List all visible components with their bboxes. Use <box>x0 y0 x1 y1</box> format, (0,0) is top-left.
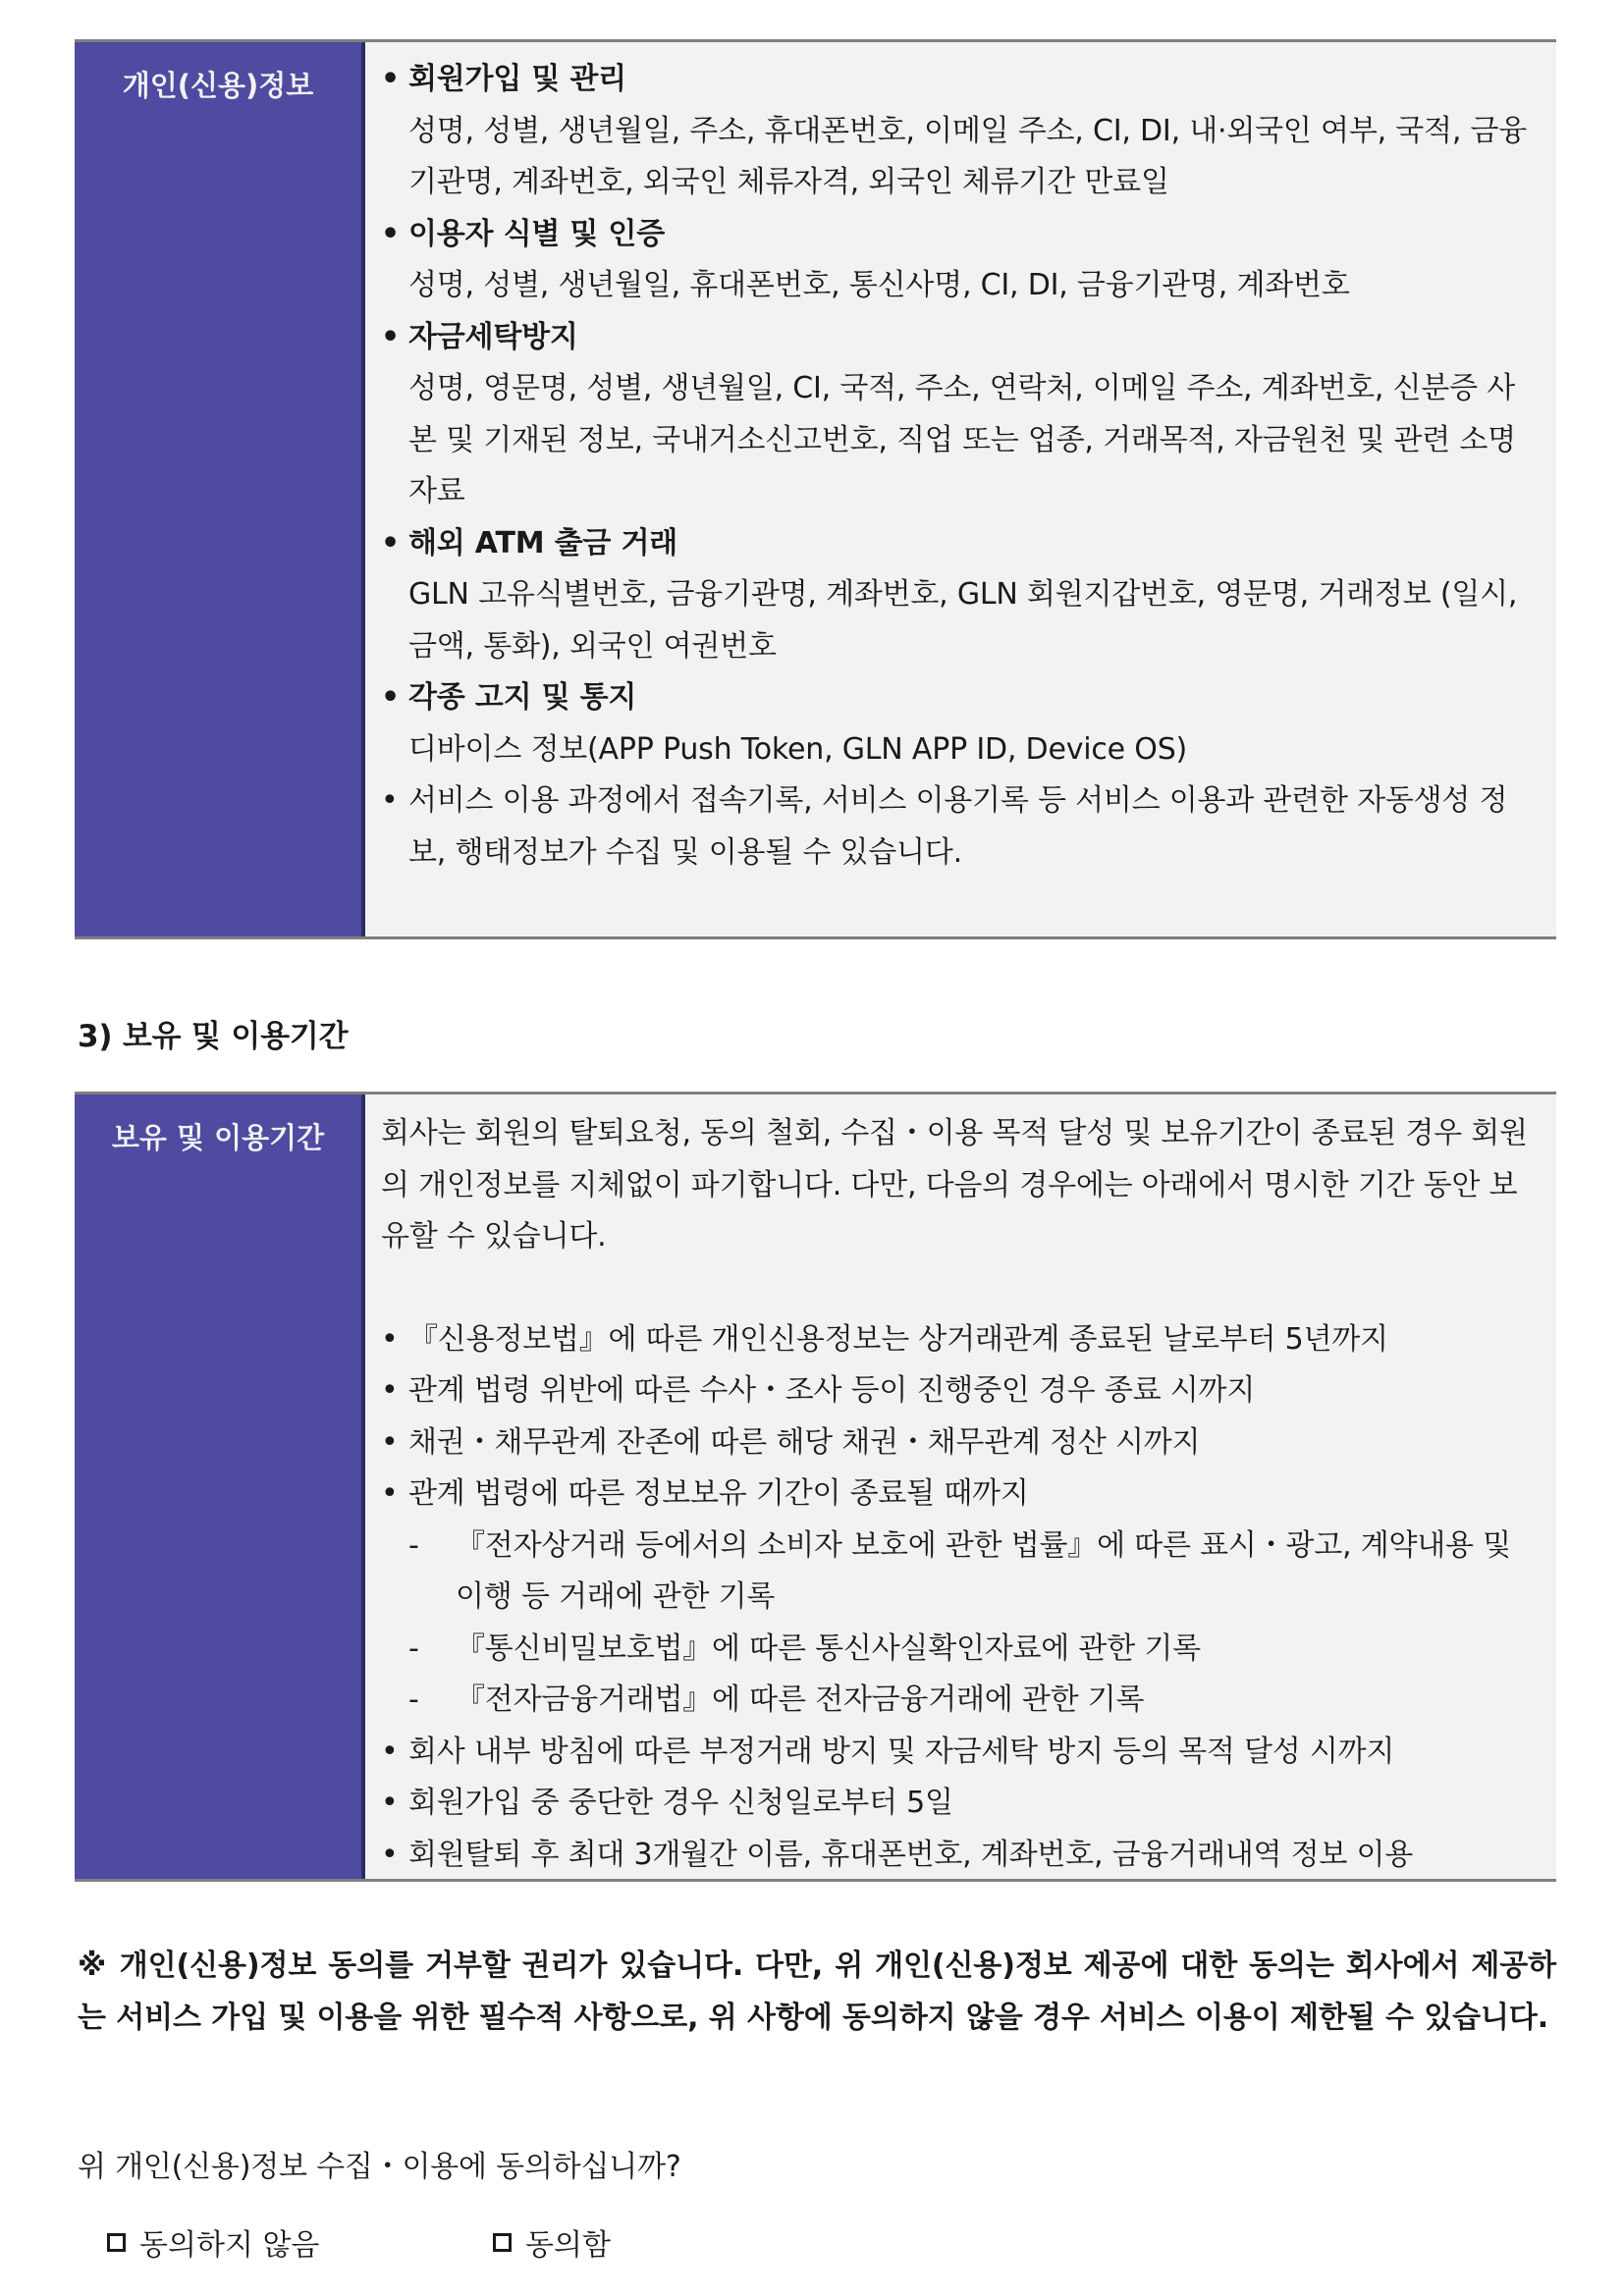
item-title-identification: • 이용자 식별 및 인증 <box>381 209 1543 261</box>
retention-item: • 회사 내부 방침에 따른 부정거래 방지 및 자금세탁 방지 등의 목적 달성 시까지 <box>381 1727 1543 1779</box>
agree-option[interactable] <box>493 2220 611 2264</box>
personal-info-header: 개인(신용)정보 <box>75 42 365 936</box>
disagree-checkbox[interactable] <box>107 2233 126 2252</box>
item-title-aml: • 자금세탁방지 <box>381 312 1543 364</box>
retention-item: • 회원탈퇴 후 최대 3개월간 이름, 휴대폰번호, 계좌번호, 금융거래내역 정보 이용 <box>381 1830 1543 1882</box>
retention-content <box>365 1095 1556 1879</box>
item-text-membership: 성명, 성별, 생년월일, 주소, 휴대폰번호, 이메일 주소, CI, DI, 내·외국인 여부, 국적, 금융기관명, 계좌번호, 외국인 체류자격, 외국인 체류기간 만료일 <box>408 113 1528 199</box>
retention-table <box>75 1092 1556 1882</box>
retention-header: 보유 및 이용기간 <box>75 1095 365 1879</box>
item-title-notification: • 각종 고지 및 통지 <box>381 672 1543 724</box>
retention-item: • 채권・채무관계 잔존에 따른 해당 채권・채무관계 정산 시까지 <box>381 1417 1543 1469</box>
personal-info-table <box>75 39 1556 939</box>
retention-item: • 『신용정보법』에 따른 개인신용정보는 상거래관계 종료된 날로부터 5년까지 <box>381 1314 1543 1366</box>
retention-subitem: - 『전자상거래 등에서의 소비자 보호에 관한 법률』에 따른 표시・광고, 계약내용 및 이행 등 거래에 관한 기록 <box>381 1521 1543 1624</box>
disagree-option[interactable] <box>107 2220 319 2264</box>
agree-label: 동의함 <box>525 2228 611 2263</box>
retention-item: • 관계 법령에 따른 정보보유 기간이 종료될 때까지 <box>381 1468 1543 1521</box>
item-text-notification: 디바이스 정보(APP Push Token, GLN APP ID, Device OS) <box>408 731 1188 767</box>
consent-question: 위 개인(신용)정보 수집・이용에 동의하십니까? <box>78 2150 681 2184</box>
retention-item: • 회원가입 중 중단한 경우 신청일로부터 5일 <box>381 1778 1543 1830</box>
retention-item: • 관계 법령 위반에 따른 수사・조사 등이 진행중인 경우 종료 시까지 <box>381 1365 1543 1417</box>
retention-subitem: - 『전자금융거래법』에 따른 전자금융거래에 관한 기록 <box>381 1675 1543 1727</box>
agree-checkbox[interactable] <box>493 2233 512 2252</box>
personal-info-content <box>365 42 1556 936</box>
retention-subitem: - 『통신비밀보호법』에 따른 통신사실확인자료에 관한 기록 <box>381 1624 1543 1676</box>
item-title-membership: • 회원가입 및 관리 <box>381 54 1543 106</box>
section-title-retention: 3) 보유 및 이용기간 <box>78 1019 349 1054</box>
item-auto-generated-info: • 서비스 이용 과정에서 접속기록, 서비스 이용기록 등 서비스 이용과 관련한 자동생성 정보, 행태정보가 수집 및 이용될 수 있습니다. <box>381 775 1543 879</box>
refusal-right-notice: ※ 개인(신용)정보 동의를 거부할 권리가 있습니다. 다만, 위 개인(신용)정보 제공에 대한 동의는 회사에서 제공하는 서비스 가입 및 이용을 위한 필수적 사항으로, 위 사항에 동의하지 않을 경우 서비스 이용이 제한될 수 있습니다. <box>78 1949 1556 2035</box>
item-text-aml: 성명, 영문명, 성별, 생년월일, CI, 국적, 주소, 연락처, 이메일 주소, 계좌번호, 신분증 사본 및 기재된 정보, 국내거소신고번호, 직업 또는 업종, 거래목적, 자금원천 및 관련 소명 자료 <box>408 371 1516 508</box>
item-text-atm: GLN 고유식별번호, 금융기관명, 계좌번호, GLN 회원지갑번호, 영문명, 거래정보 (일시, 금액, 통화), 외국인 여권번호 <box>408 577 1518 664</box>
item-text-identification: 성명, 성별, 생년월일, 휴대폰번호, 통신사명, CI, DI, 금융기관명, 계좌번호 <box>408 268 1350 302</box>
retention-intro: 회사는 회원의 탈퇴요청, 동의 철회, 수집・이용 목적 달성 및 보유기간이 종료된 경우 회원의 개인정보를 지체없이 파기합니다. 다만, 다음의 경우에는 아래에서 명시한 기간 동안 보유할 수 있습니다. <box>381 1116 1528 1254</box>
disagree-label: 동의하지 않음 <box>139 2228 320 2263</box>
item-title-atm: • 해외 ATM 출금 거래 <box>381 518 1543 570</box>
spacer <box>381 1263 1543 1314</box>
